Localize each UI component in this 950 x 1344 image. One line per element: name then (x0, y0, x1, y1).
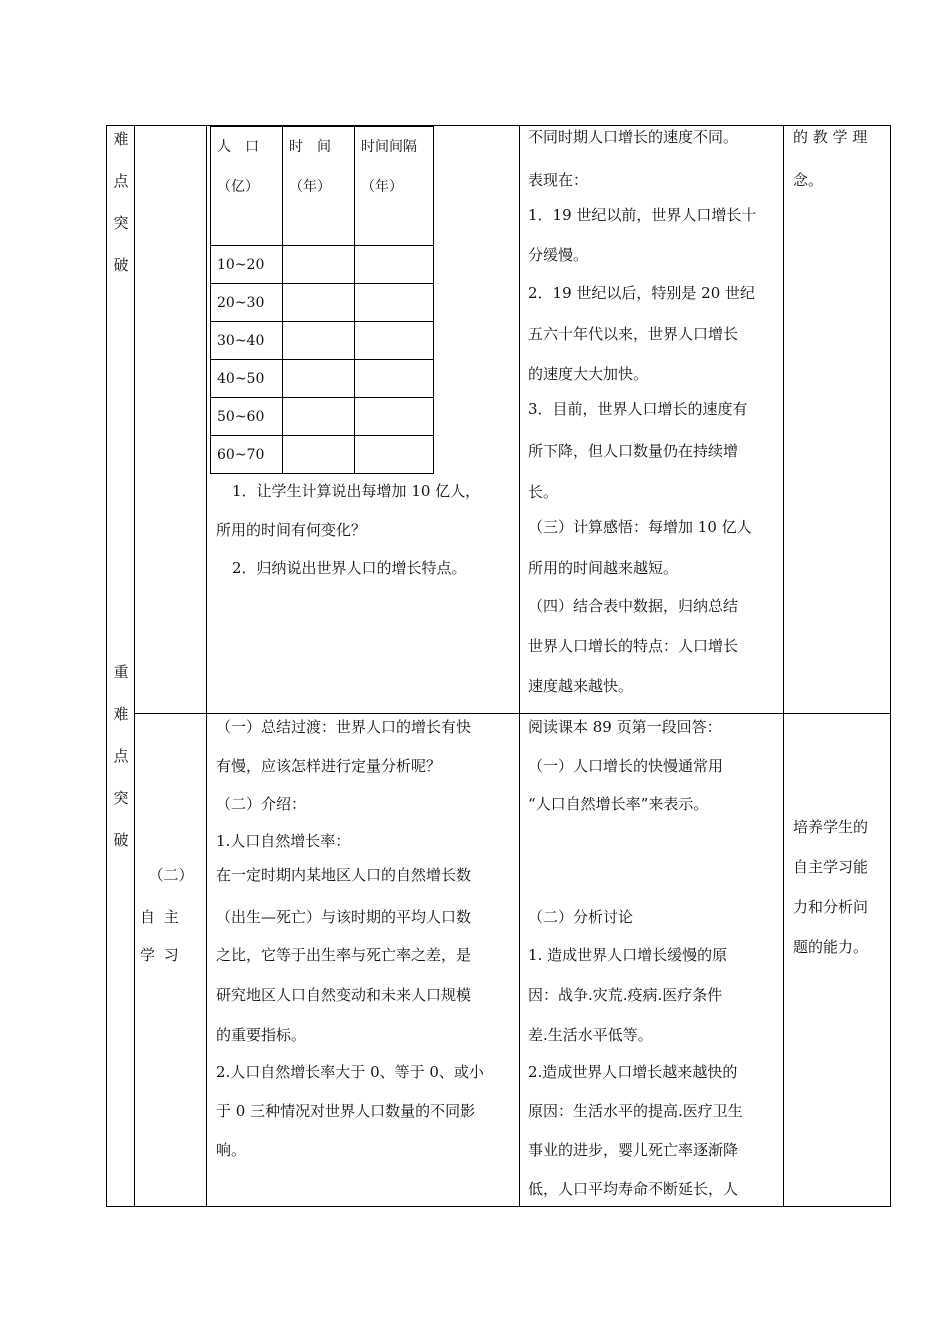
header-population: 人 口（亿） (211, 127, 283, 246)
header-interval: 时间间隔（年） (355, 127, 434, 246)
population-range: 60~70 (211, 436, 283, 474)
table-row (211, 284, 434, 322)
col-divider-3 (519, 125, 520, 1207)
population-range: 40~50 (211, 360, 283, 398)
table-row (211, 436, 434, 474)
section-number: （二） (148, 866, 194, 884)
col-divider-4 (783, 125, 784, 1207)
header-time: 时 间（年） (283, 127, 355, 246)
section-title-line1: 自 主 (140, 908, 181, 926)
population-range: 50~60 (211, 398, 283, 436)
table-row (211, 360, 434, 398)
col-divider-2 (206, 125, 207, 1207)
population-range: 10~20 (211, 246, 283, 284)
population-range: 20~30 (211, 284, 283, 322)
section-title-line2: 学 习 (140, 946, 181, 964)
table-row (211, 246, 434, 284)
table-row (211, 398, 434, 436)
population-range: 30~40 (211, 322, 283, 360)
document-page: 难 点 突 破 重 难 点 突 破 （二） 自 主 学 习 人 口（亿） 时 间（年） 时间间隔（年） 10~20 20~30 30~40 40~50 50~60 60~70 1．让学生计算说出每增加 10 亿人， 所用的时间有何变化？ 2．归纳说出世界人口的增长特点。 不同时期人口增长的速度不同。 表现在： 1．19 世纪以前，世界人口增长十 分缓慢。 2．19 世纪以后，特别是 20 世纪 五六十年代以来，世界人口增长 的速度大大加快。 3．目前，世界人口增长的速度有 所下降，但人口数量仍在持续增 长。 （三）计算感悟：每增加 10 亿人 所用的时间越来越短。 （四）结合表中数据，归纳总结 世界人口增长的特点：人口增长 速度越来越快。 的 教 学 理 念。 （一）总结过渡：世界人口的增长有快 有慢，应该怎样进行定量分析呢？ （二）介绍： 1.人口自然增长率： 在一定时期内某地区人口的自然增长数 （出生—死亡）与该时期的平均人口数 之比，它等于出生率与死亡率之差，是 研究地区人口自然变动和未来人口规模 的重要指标。 2.人口自然增长率大于 0、等于 0、或小 于 0 三种情况对世界人口数量的不同影 响。 阅读课本 89 页第一段回答： （一）人口增长的快慢通常用 “人口自然增长率”来表示。 （二）分析讨论 1. 造成世界人口增长缓慢的原 因：战争.灾荒.疫病.医疗条件 差.生活水平低等。 2.造成世界人口增长越来越快的 原因：生活水平的提高.医疗卫生 事业的进步，婴儿死亡率逐渐降 低，人口平均寿命不断延长，人 培养学生的 自主学习能 力和分析问 题的能力。 (0, 0, 950, 1344)
table-row (211, 322, 434, 360)
population-time-table (210, 126, 434, 474)
